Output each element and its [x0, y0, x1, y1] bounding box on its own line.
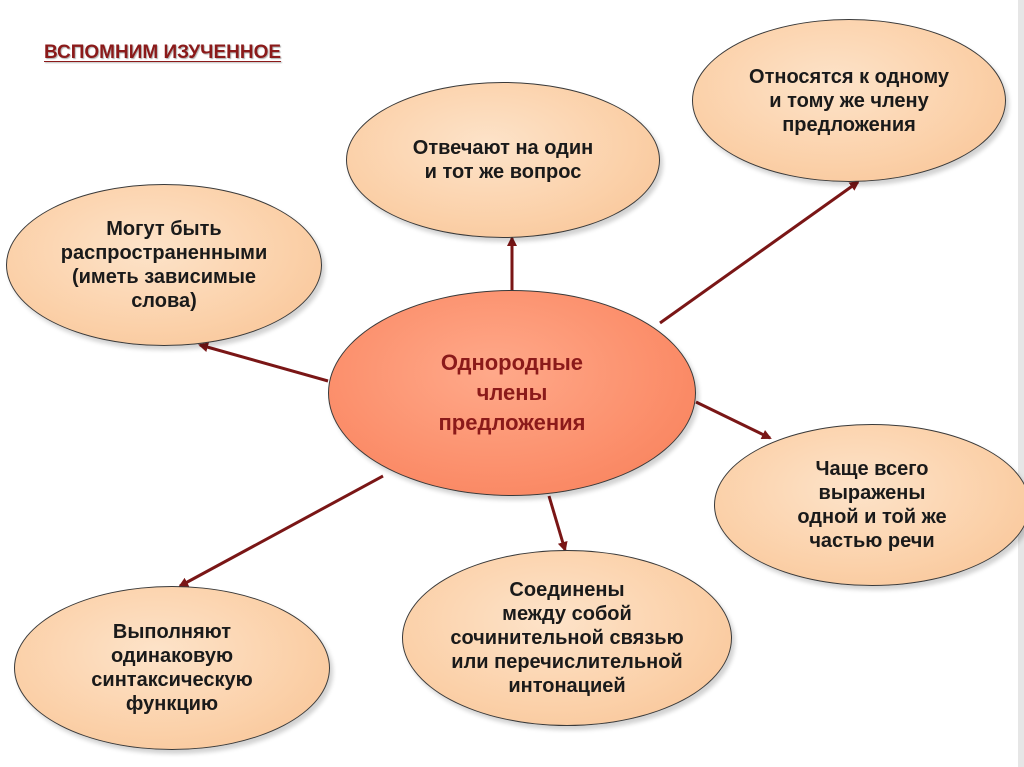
node-same-question: [346, 82, 660, 238]
node-function-label: Выполняют одинаковую синтаксическую функцию: [91, 621, 253, 715]
node-center-label: Однородные члены предложения: [438, 350, 586, 435]
arrow-to-connection: [549, 496, 565, 550]
node-center: [328, 290, 696, 496]
arrow-to-function: [180, 476, 383, 586]
node-part-of-speech-label: Чаще всего выражены одной и той же частью речи: [797, 458, 947, 552]
node-extended: [6, 184, 322, 346]
node-connection: [402, 550, 732, 726]
node-same-member: [692, 19, 1006, 182]
node-same-member-label: Относятся к одному и тому же члену предложения: [749, 65, 949, 136]
node-part-of-speech: [714, 424, 1024, 586]
node-connection-label: Соединены между собой сочинительной связью или перечислительной интонацией: [450, 579, 684, 697]
arrow-to-extended: [200, 345, 328, 381]
node-extended-label: Могут быть распространенными (иметь зависимые слова): [60, 218, 268, 312]
node-function: [14, 586, 330, 750]
arrow-to-member: [660, 182, 858, 323]
slide-title: ВСПОМНИМ ИЗУЧЕННОЕ: [44, 42, 282, 63]
node-same-question-label: Отвечают на один и тот же вопрос: [412, 137, 594, 183]
arrow-to-part-of-speech: [696, 402, 770, 438]
